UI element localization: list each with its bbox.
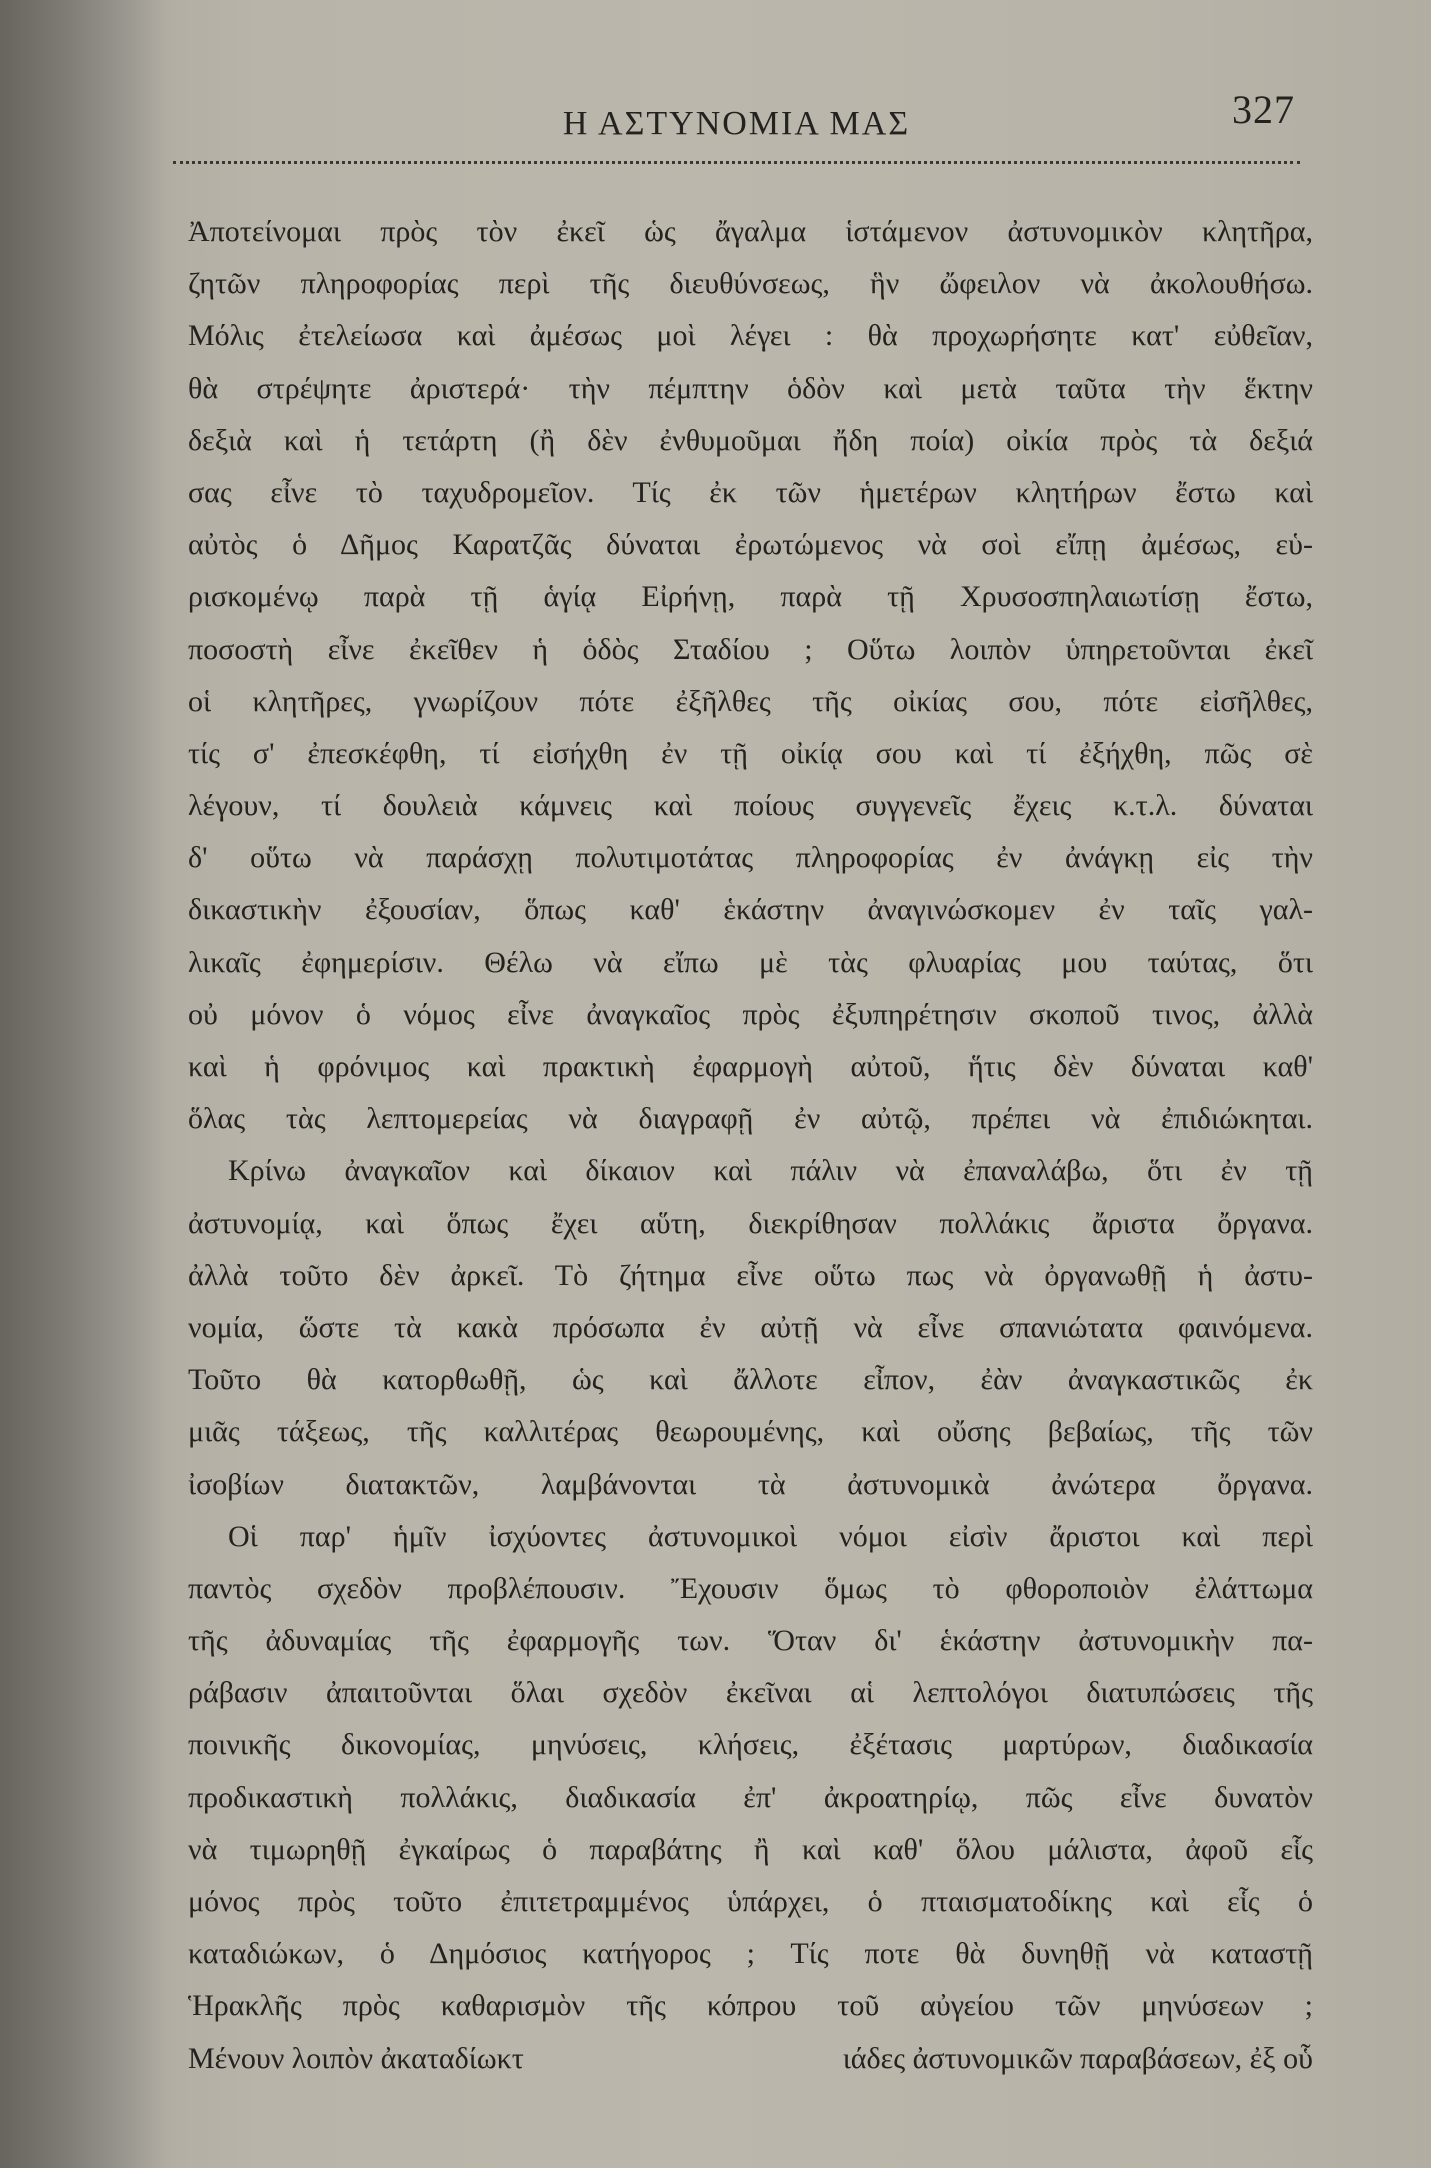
text-line: ἀστυνομίᾳ, καὶ ὅπως ἔχει αὕτη, διεκρίθησαν πολλάκις ἄριστα ὄργανα. xyxy=(188,1206,1313,1240)
text-line: ἀλλὰ τοῦτο δὲν ἀρκεῖ. Τὸ ζήτημα εἶνε οὕτω πως νὰ ὀργανωθῇ ἡ ἀστυ- xyxy=(188,1258,1313,1292)
text-line: νομία, ὥστε τὰ κακὰ πρόσωπα ἐν αὐτῇ νὰ εἶνε σπανιώτατα φαινόμενα. xyxy=(188,1310,1313,1344)
binding-shadow xyxy=(0,0,175,2168)
text-line: μόνος πρὸς τοῦτο ἐπιτετραμμένος ὑπάρχει, ὁ πταισματοδίκης καὶ εἷς ὁ xyxy=(188,1885,1313,1918)
paragraph-start-line: Κρίνω ἀναγκαῖον καὶ δίκαιον καὶ πάλιν νὰ ἐπαναλάβω, ὅτι ἐν τῇ xyxy=(228,1154,1313,1188)
text-line: ρισκομένῳ παρὰ τῇ ἁγίᾳ Εἰρήνῃ, παρὰ τῇ Χρυσοσπηλαιωτίσῃ ἔστω, xyxy=(188,580,1313,614)
text-line: Τοῦτο θὰ κατορθωθῇ, ὡς καὶ ἄλλοτε εἶπον, ἐὰν ἀναγκαστικῶς ἐκ xyxy=(188,1363,1313,1397)
text-line: μιᾶς τάξεως, τῆς καλλιτέρας θεωρουμένης, καὶ οὔσης βεβαίως, τῆς τῶν xyxy=(188,1415,1313,1449)
text-line: δικαστικὴν ἐξουσίαν, ὅπως καθ' ἑκάστην ἀναγινώσκομεν ἐν ταῖς γαλ- xyxy=(188,893,1313,927)
last-line-left-fragment: Μένουν λοιπὸν ἀκαταδίωκτ xyxy=(188,2041,524,2075)
text-line: λικαῖς ἐφημερίσιν. Θέλω νὰ εἴπω μὲ τὰς φλυαρίας μου ταύτας, ὅτι xyxy=(188,945,1313,979)
text-line: θὰ στρέψητε ἀριστερά· τὴν πέμπτην ὁδὸν καὶ μετὰ ταῦτα τὴν ἕκτην xyxy=(188,371,1313,405)
header-rule xyxy=(173,161,1300,164)
text-line: οἱ κλητῆρες, γνωρίζουν πότε ἐξῆλθες τῆς οἰκίας σου, πότε εἰσῆλθες, xyxy=(188,684,1313,718)
text-line: νὰ τιμωρηθῇ ἐγκαίρως ὁ παραβάτης ἢ καὶ καθ' ὅλου μάλιστα, ἀφοῦ εἷς xyxy=(188,1832,1313,1866)
text-line: ζητῶν πληροφορίας περὶ τῆς διευθύνσεως, ἣν ὤφειλον νὰ ἀκολουθήσω. xyxy=(188,267,1313,301)
text-line: σας εἶνε τὸ ταχυδρομεῖον. Τίς ἐκ τῶν ἡμετέρων κλητήρων ἔστω καὶ xyxy=(188,475,1313,509)
text-line: ἰσοβίων διατακτῶν, λαμβάνονται τὰ ἀστυνομικὰ ἀνώτερα ὄργανα. xyxy=(188,1467,1313,1501)
page-number: 327 xyxy=(1232,87,1295,132)
text-line: Μόλις ἐτελείωσα καὶ ἀμέσως μοὶ λέγει : θὰ προχωρήσητε κατ' εὐθεῖαν, xyxy=(188,319,1313,353)
text-line: καταδιώκων, ὁ Δημόσιος κατήγορος ; Τίς ποτε θὰ δυνηθῇ νὰ καταστῇ xyxy=(188,1937,1313,1971)
text-line: ποσοστὴ εἶνε ἐκεῖθεν ἡ ὁδὸς Σταδίου ; Οὕτω λοιπὸν ὑπηρετοῦνται ἐκεῖ xyxy=(188,632,1313,666)
text-line: τῆς ἀδυναμίας τῆς ἐφαρμογῆς των. Ὅταν δι' ἑκάστην ἀστυνομικὴν πα- xyxy=(188,1624,1313,1658)
paragraph-start-line: Οἱ παρ' ἡμῖν ἰσχύοντες ἀστυνομικοὶ νόμοι εἰσὶν ἄριστοι καὶ περὶ xyxy=(228,1519,1313,1553)
text-line: δεξιὰ καὶ ἡ τετάρτη (ἢ δὲν ἐνθυμοῦμαι ἤδη ποία) οἰκία πρὸς τὰ δεξιά xyxy=(188,423,1313,457)
body-text xyxy=(188,206,1313,2085)
text-line: ράβασιν ἀπαιτοῦνται ὅλαι σχεδὸν ἐκεῖναι αἱ λεπτολόγοι διατυπώσεις τῆς xyxy=(188,1676,1313,1710)
last-line-right-fragment: ιάδες ἀστυνομικῶν παραβάσεων, ἐξ οὗ xyxy=(842,2041,1313,2075)
text-line: Ἡρακλῆς πρὸς καθαρισμὸν τῆς κόπρου τοῦ αὐγείου τῶν μηνύσεων ; xyxy=(188,1989,1313,2023)
text-line: τίς σ' ἐπεσκέφθη, τί εἰσήχθη ἐν τῇ οἰκίᾳ σου καὶ τί ἐξήχθη, πῶς σὲ xyxy=(188,736,1313,770)
text-line: παντὸς σχεδὸν προβλέπουσιν. Ἔχουσιν ὅμως τὸ φθοροποιὸν ἐλάττωμα xyxy=(188,1571,1313,1605)
last-text-line xyxy=(188,2033,1313,2085)
text-line: ποινικῆς δικονομίας, μηνύσεις, κλήσεις, ἐξέτασις μαρτύρων, διαδικασία xyxy=(188,1728,1313,1762)
text-line: προδικαστικὴ πολλάκις, διαδικασία ἐπ' ἀκροατηρίῳ, πῶς εἶνε δυνατὸν xyxy=(188,1780,1313,1814)
text-line: καὶ ἡ φρόνιμος καὶ πρακτικὴ ἐφαρμογὴ αὐτοῦ, ἥτις δὲν δύναται καθ' xyxy=(188,1050,1313,1083)
text-line: οὐ μόνον ὁ νόμος εἶνε ἀναγκαῖος πρὸς ἐξυπηρέτησιν σκοποῦ τινος, ἀλλὰ xyxy=(188,997,1313,1031)
text-line: αὐτὸς ὁ Δῆμος Καρατζᾶς δύναται ἐρωτώμενος νὰ σοὶ εἴπῃ ἀμέσως, εὑ- xyxy=(188,528,1313,562)
text-line: δ' οὕτω νὰ παράσχῃ πολυτιμοτάτας πληροφορίας ἐν ἀνάγκῃ εἰς τὴν xyxy=(188,841,1313,875)
running-head-title: Η ΑΣΤΥΝΟΜΙΑ ΜΑΣ xyxy=(562,105,911,142)
text-line: λέγουν, τί δουλειὰ κάμνεις καὶ ποίους συγγενεῖς ἔχεις κ.τ.λ. δύναται xyxy=(188,789,1313,823)
text-line: Ἀποτείνομαι πρὸς τὸν ἐκεῖ ὡς ἄγαλμα ἱστάμενον ἀστυνομικὸν κλητῆρα, xyxy=(188,215,1313,248)
text-line: ὅλας τὰς λεπτομερείας νὰ διαγραφῇ ἐν αὐτῷ, πρέπει νὰ ἐπιδιώκηται. xyxy=(188,1102,1313,1136)
